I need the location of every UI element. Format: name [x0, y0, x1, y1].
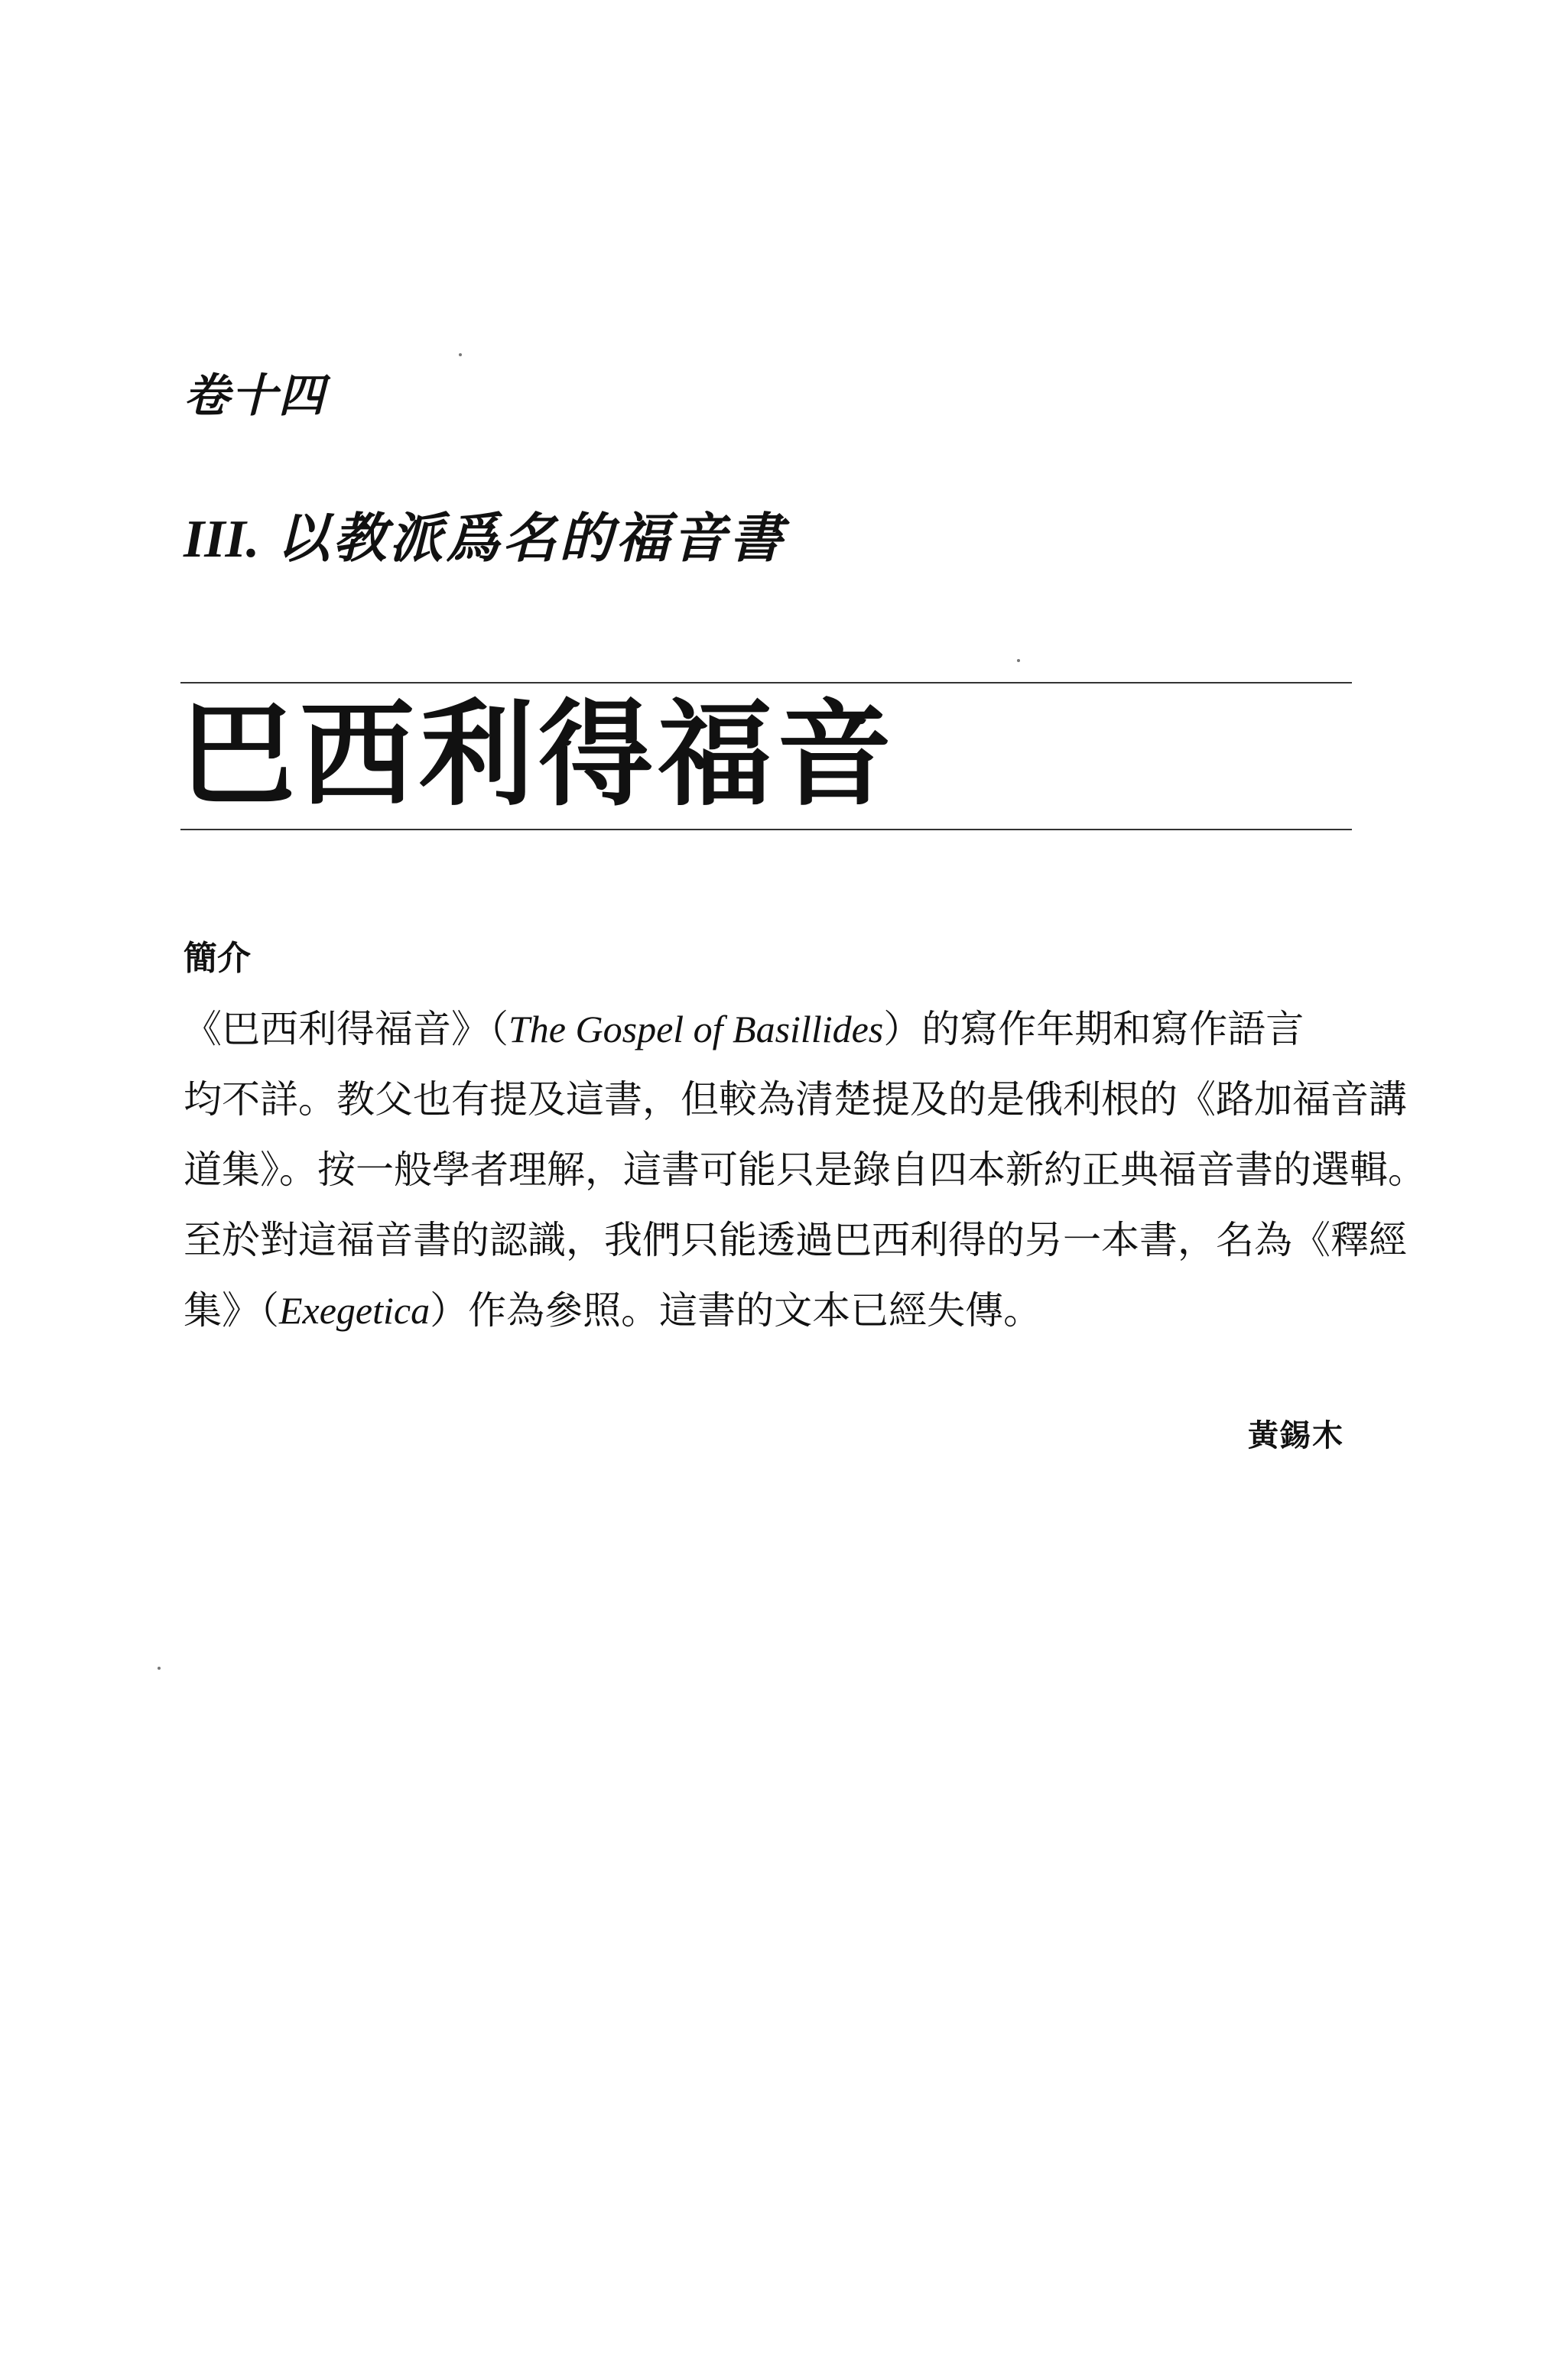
scan-speck: [1017, 659, 1020, 662]
line-text: 集》（: [184, 1288, 279, 1333]
line-text: 道集》。按一般學者理解，這書可能只是錄自四本新約正典福音書的選輯。: [184, 1148, 1426, 1192]
intro-paragraph: [184, 994, 1426, 1346]
english-title: The Gospel of Basillides: [508, 1008, 884, 1050]
line-text: ）的寫作年期和寫作語言: [883, 1007, 1304, 1051]
section-heading: [184, 495, 785, 573]
title-rule-bottom: [180, 829, 1352, 830]
paragraph-line: [184, 1135, 1426, 1205]
line-text: 至於對這福音書的認識，我們只能透過巴西利得的另一本書，名為《釋經: [184, 1218, 1407, 1262]
english-title: Exegetica: [279, 1289, 430, 1332]
title-rule-top: [180, 682, 1352, 683]
line-text: 《巴西利得福音》（: [184, 1007, 508, 1051]
paragraph-line: [184, 1275, 1353, 1346]
paragraph-line: [184, 994, 1353, 1064]
page-title: 巴西利得福音: [180, 689, 897, 822]
scan-speck: [459, 353, 462, 356]
author-name: 黃錫木: [1248, 1418, 1344, 1453]
line-text: ）作為參照。這書的文本已經失傳。: [430, 1288, 1042, 1333]
paragraph-line: [184, 1064, 1407, 1135]
paragraph-line: [184, 1205, 1407, 1275]
section-numeral: III.: [184, 510, 260, 569]
scan-speck: [158, 1667, 161, 1670]
intro-heading: 簡介: [184, 939, 251, 978]
line-text: 均不詳。教父也有提及這書，但較為清楚提及的是俄利根的《路加福音講: [184, 1077, 1407, 1122]
volume-label: 卷十四: [184, 369, 326, 423]
section-title: 以教派爲名的福音書: [276, 507, 786, 570]
